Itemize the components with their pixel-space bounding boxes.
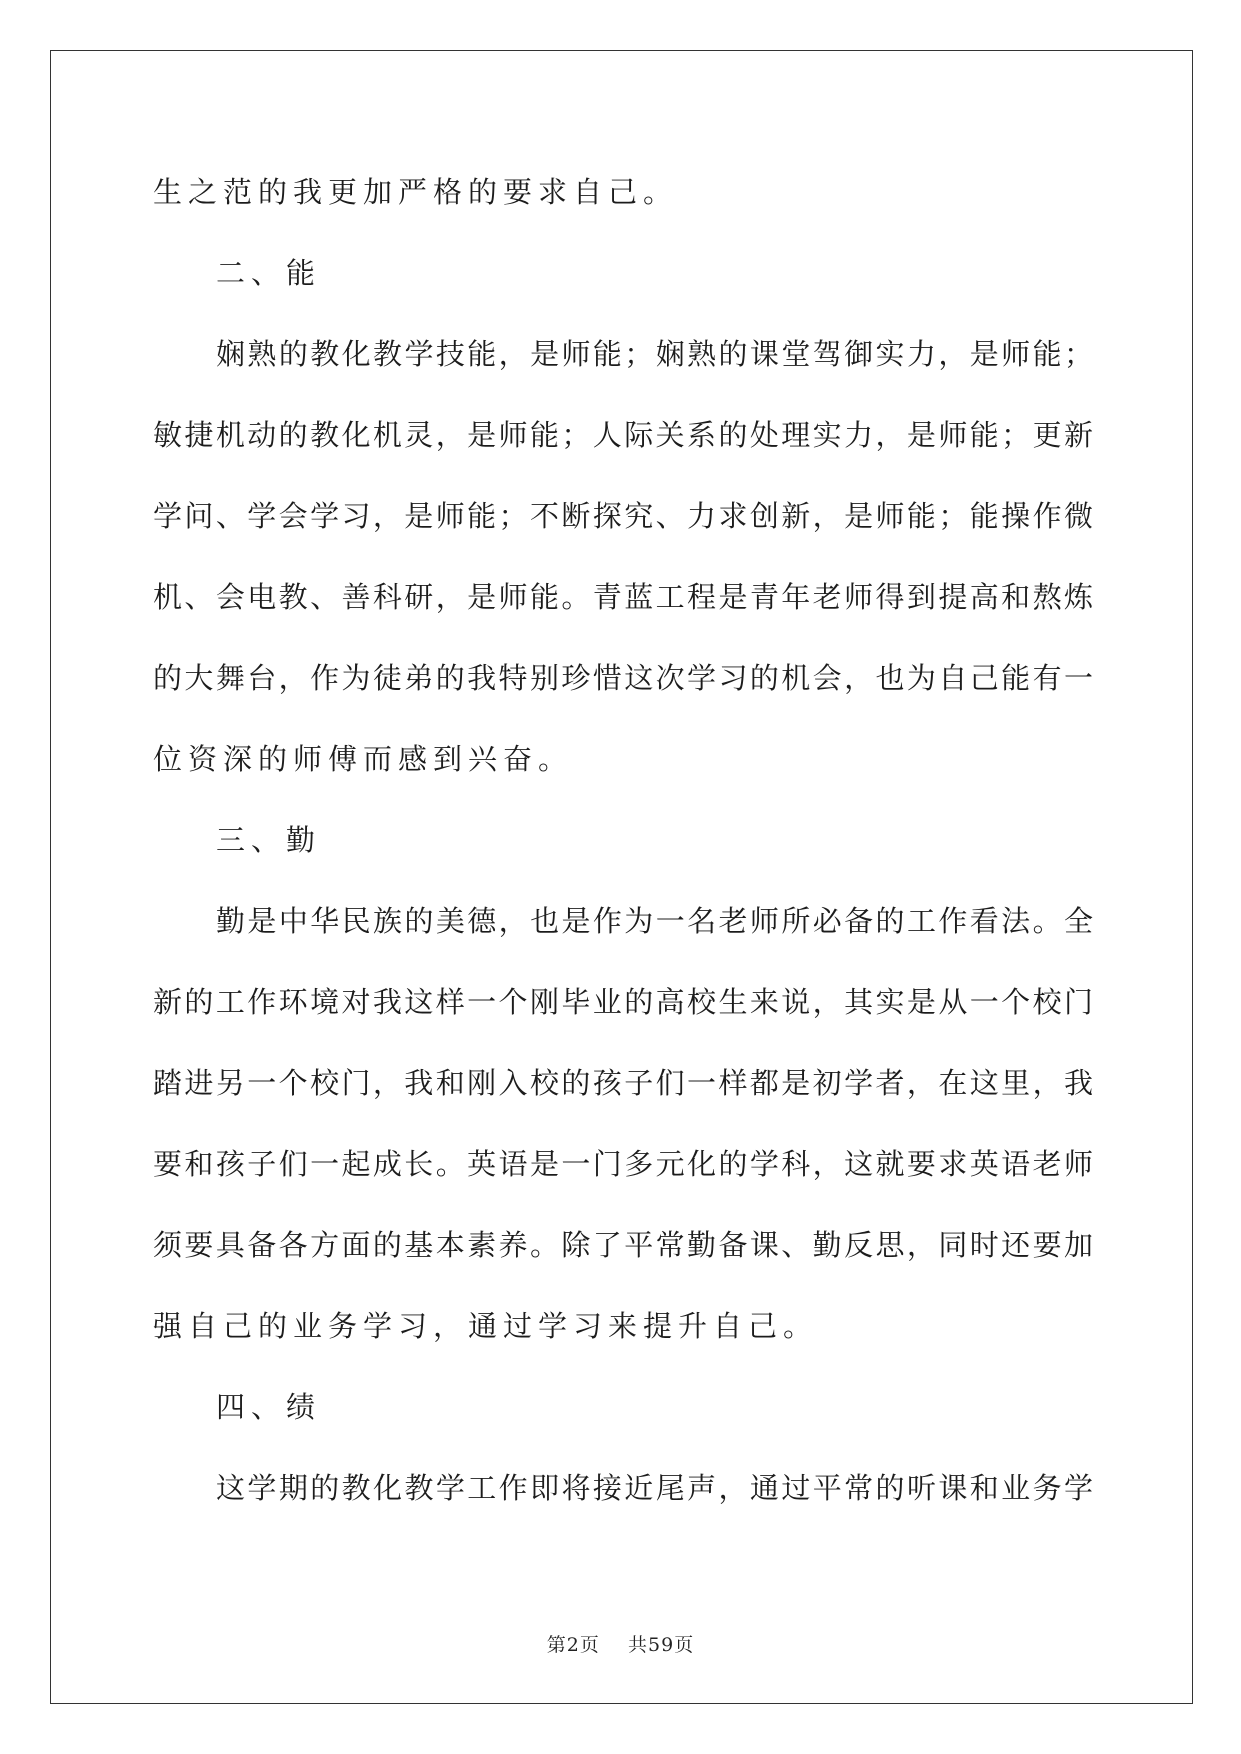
text-line: 新的工作环境对我这样一个刚毕业的高校生来说，其实是从一个校门: [153, 985, 1093, 1019]
text-line: 踏进另一个校门，我和刚入校的孩子们一样都是初学者，在这里，我: [153, 1066, 1093, 1100]
text-line: 勤是中华民族的美德，也是作为一名老师所必备的工作看法。全: [216, 904, 1093, 938]
section-heading: 三、勤: [216, 823, 322, 857]
text-line: 敏捷机动的教化机灵，是师能；人际关系的处理实力，是师能；更新: [153, 418, 1093, 452]
text-line: 生之范的我更加严格的要求自己。: [153, 175, 679, 209]
text-line: 要和孩子们一起成长。英语是一门多元化的学科，这就要求英语老师: [153, 1147, 1093, 1181]
page-total: 共59页: [628, 1634, 695, 1656]
text-line: 机、会电教、善科研，是师能。青蓝工程是青年老师得到提高和熬炼: [153, 580, 1093, 614]
text-line: 学问、学会学习，是师能；不断探究、力求创新，是师能；能操作微: [153, 499, 1093, 533]
section-heading: 二、能: [216, 256, 322, 290]
text-line: 位资深的师傅而感到兴奋。: [153, 742, 574, 776]
section-heading: 四、绩: [216, 1390, 322, 1424]
page-border: [50, 50, 1193, 1704]
page-number: 第2页: [546, 1634, 600, 1656]
page-footer: [0, 1630, 1241, 1657]
text-line: 的大舞台，作为徒弟的我特别珍惜这次学习的机会，也为自己能有一: [153, 661, 1093, 695]
text-line: 这学期的教化教学工作即将接近尾声，通过平常的听课和业务学: [216, 1471, 1093, 1505]
text-line: 强自己的业务学习，通过学习来提升自己。: [153, 1309, 819, 1343]
text-line: 须要具备各方面的基本素养。除了平常勤备课、勤反思，同时还要加: [153, 1228, 1093, 1262]
text-line: 娴熟的教化教学技能，是师能；娴熟的课堂驾御实力，是师能；: [216, 337, 1093, 371]
